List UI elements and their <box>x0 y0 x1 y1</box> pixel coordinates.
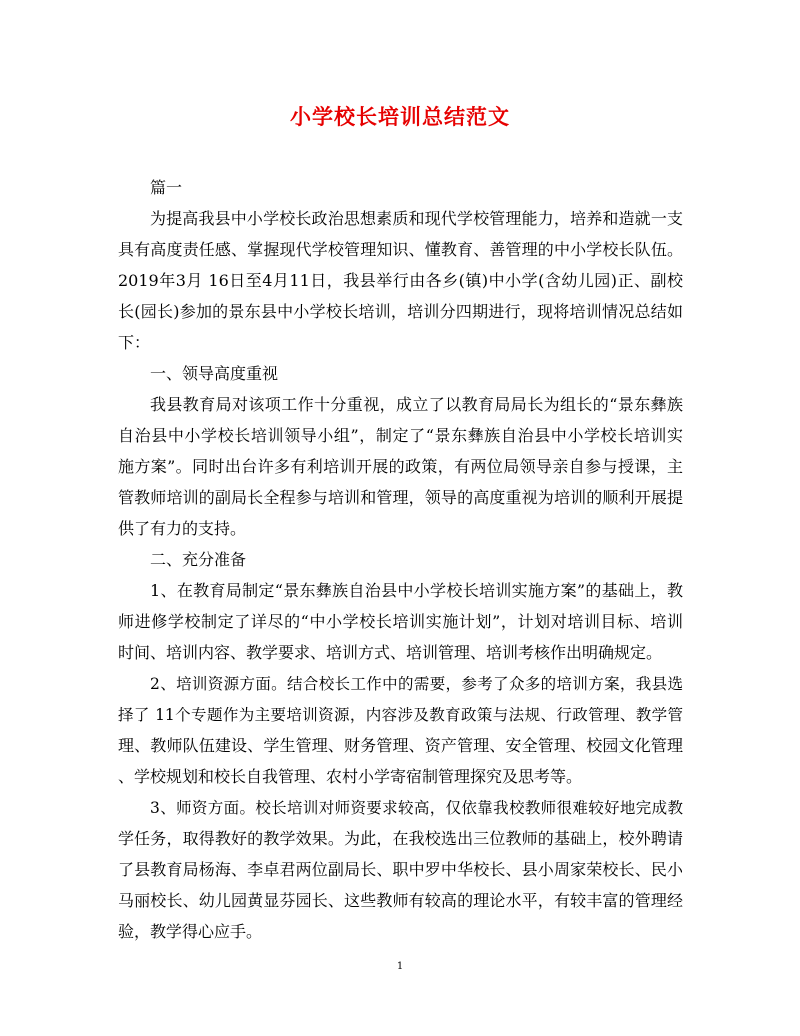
body-line: 马丽校长、幼儿园黄显芬园长、这些教师有较高的理论水平，有较丰富的管理经 <box>118 891 683 910</box>
body-line: 、学校规划和校长自我管理、农村小学寄宿制管理探究及思考等。 <box>118 767 583 786</box>
body-line: 验，教学得心应手。 <box>118 922 263 941</box>
body-line: 2、培训资源方面。结合校长工作中的需要，参考了众多的培训方案，我县选 <box>150 675 683 693</box>
body-line: 3、师资方面。校长培训对师资要求较高，仅依靠我校教师很难较好地完成教 <box>150 799 683 817</box>
page-number: 1 <box>396 961 404 972</box>
document-title: 小学校长培训总结范文 <box>290 104 510 129</box>
section-heading: 一、领导高度重视 <box>150 364 279 383</box>
body-line: 管教师培训的副局长全程参与培训和管理，领导的高度重视为培训的顺利开展提 <box>118 488 683 507</box>
body-line: 具有高度责任感、掌握现代学校管理知识、懂教育、善管理的中小学校长队伍。 <box>118 240 683 259</box>
body-line: 学任务，取得教好的教学效果。为此，在我校选出三位教师的基础上，校外聘请 <box>118 829 683 848</box>
body-line: 下： <box>118 333 151 352</box>
body-line: 我县教育局对该项工作十分重视，成立了以教育局局长为组长的“景东彝族 <box>150 395 683 414</box>
body-line: 施方案”。同时出台许多有利培训开展的政策，有两位局领导亲自参与授课，主 <box>118 457 683 476</box>
body-line: 时间、培训内容、教学要求、培训方式、培训管理、培训考核作出明确规定。 <box>118 643 663 662</box>
body-line: 理、教师队伍建设、学生管理、财务管理、资产管理、安全管理、校园文化管理 <box>118 736 683 755</box>
body-line: 了县教育局杨海、李卓君两位副局长、职中罗中华校长、县小周家荣校长、民小 <box>118 860 683 879</box>
body-line: 师进修学校制定了详尽的“中小学校长培训实施计划”，计划对培训目标、培训 <box>118 612 683 631</box>
body-line: 2019年3月 16日至4月11日，我县举行由各乡(镇)中小学(含幼儿园)正、副校 <box>118 271 683 290</box>
body-line: 篇一 <box>150 178 183 197</box>
body-line: 长(园长)参加的景东县中小学校长培训，培训分四期进行，现将培训情况总结如 <box>118 302 683 321</box>
body-line: 自治县中小学校长培训领导小组”，制定了“景东彝族自治县中小学校长培训实 <box>118 426 683 445</box>
body-line: 供了有力的支持。 <box>118 519 247 538</box>
body-line: 择了 11个专题作为主要培训资源，内容涉及教育政策与法规、行政管理、教学管 <box>118 706 683 724</box>
section-heading: 二、充分准备 <box>150 550 247 569</box>
body-line: 1、在教育局制定“景东彝族自治县中小学校长培训实施方案”的基础上，教 <box>150 581 683 600</box>
body-line: 为提高我县中小学校长政治思想素质和现代学校管理能力，培养和造就一支 <box>150 209 683 228</box>
